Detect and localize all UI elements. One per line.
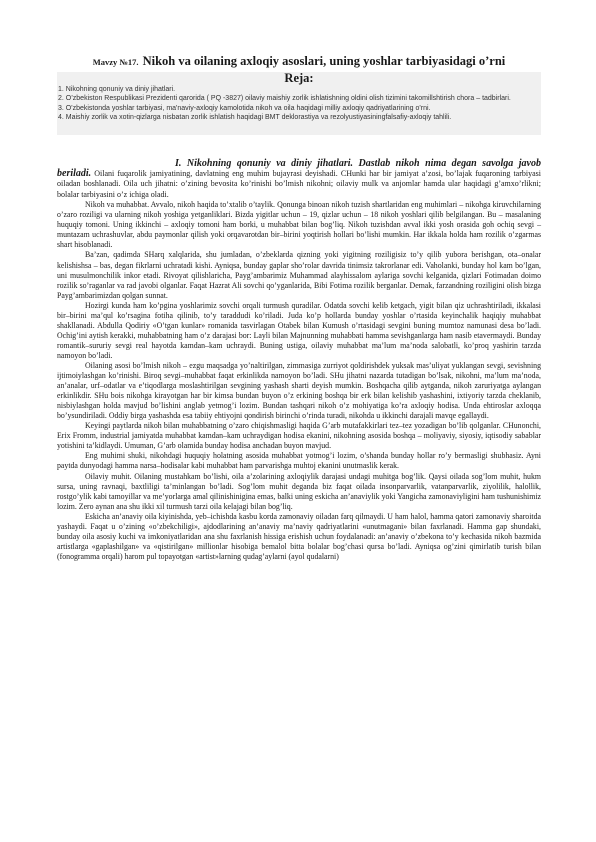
plan-item: 3. O'zbekistonda yoshlar tarbiyasi, ma'naviy-axloqiy kamolotida nikoh va oila haqidagi milliy axloqiy qadriyatlarining o'rni. [58,104,431,112]
plan-item: 2. O’zbekiston Respublikasi Prezidenti qaroridа ( PQ -3827) oilaviy maishiy zorlik ishlatishning oldini olish tizimini takomillshtirish chora – tadbirlari. [58,95,511,103]
section-lead: Oilani fuqarolik jamiyatining, davlatning eng muhim bujayrasi deyishadi. CHunki har bir jamiyat a’zosi, bo’lajak fuqaroning tarbiyasi oiladan boshlanadi. Oila uch jihatni: o’zining bevosita ko’rinishi bo’lmish nikohni; oilaviy mulk va anjomlar hamda ular haqidagi g’amxo’rlikni; bolalar tarbiyasini o’z ichiga oladi. [57,169,541,199]
paragraph: Ba’zan, qadimda SHarq xalqlarida, shu jumladan, o’zbeklarda qizning yoki yigitning roziligisiz to’y qilib yubora berishgan, ota–onalar kelishishsa – bas, degan fikrlarni uchratadi kishi. Ayniqsa, bunday gaplar sho’rolar davrida tinimsiz takrorlanar edi. Vaholanki, bunday hol kam bo’lgan, uni musulmonchilik inkor etadi. Rivoyat qilishlaricha, Payg’ambarimiz Muhammad alayhissalom aylariga sovchi kelganida, qizlari Fotimadan doimo rozilik so’raganlar va rad javobi olganlar. Faqat Hazrat Ali sovchi qo’yganlarida, Bibi Fotima rozilik berganlar. Demak, farzandning roziligini olish bizga Payg’ambarimizdan qolgan sunnat. [57,250,541,300]
paragraph: Oilaning asosi bo’lmish nikoh – ezgu maqsadga yo’naltirilgan, zimmasiga zurriyot qoldirishdek yuksak mas’uliyat yuklangan sevgi, sevishning ijtimoiylashgan ko’rinishi. Biroq sevgi–muhabbat faqat erkinlikda namoyon bo’ladi. SHu jihatni nazarda tutadigan bo’lsak, nikohni, ma’lum ma’noda, an’analar, urf–odatlar va e’tiqodlarga moslashtirilgan sevgining yashash sharti deyish mumkin. Boshqacha qilib aytganda, nikoh zaruriyatga aylangan erkinlikdir. SHu bois nikohga kirayotgan har bir kimsa bundan buyon o’z erkining boshqa bir erk bilan kelishib yashashini, ixtiyoriy tarzda cheklanib, nisbiylashgan holda mavjud bo’lishini anglab yetmog’i lozim. Bundan tashqari nikoh o’z mohiyatiga ko’ra axloqiy hodisa. Unda ehtiroslar axloqqa bo’ysundiriladi. Oddiy birga yashashda esa tabiiy ehtiyojni qondirish birinchi o’rinda turadi, nikohda u ikkinchi darajali mavqe egallaydi. [57,361,541,421]
paragraph: Oilaviy muhit. Oilaning mustahkam bo’lishi, oila a’zolarining axloqiylik darajasi undagi muhitga bog’lik. Qaysi oilada sog’lom muhit, hukm sursa, uning ravnaqi, baxtliligi ta’minlangan bo’ladi. Sog’lom muhit deganda biz faqat oilada insonparvarlik, vatanparvarlik, ziyolilik, halollik, rostgo’ylik kabi tamoyillar va me’yorlarga amal qilinishinigina emas, balki uning eskicha an’anaviylik yoki Yangicha zamonaviyligini ham tushunishimiz lozim. Zero aynan ana shu ikki xil turmush tarzi oila kelajagi bilan bog’liq. [57,471,541,511]
topic-heading [57,53,541,70]
paragraph: Nikoh va muhabbat. Avvalo, nikoh haqida to’xtalib o’taylik. Qonunga binoan nikoh tuzish shartlaridan eng muhimlari – nikohga kiruvchilarning o’zaro roziligi va ularning nikoh yoshiga yetganliklari. Bizda yigitlar uchun – 19, qizlar uchun – 18 nikoh yoshlari qilib belgilangan. Bu – masalaning huquqiy tomoni. Uning ikkinchi – axloqiy tomoni ham borki, u muhabbat bilan bog’liq. Nikoh tuzishdan avval ikki yosh orasida goh ochiq sevgi – muntazam uchrashuvlar, abdu paymonlar qilish yoki orqavarotdan bir–birini yoqtirish hollari bo’lishi mumkin. Har ikkala holda ham rozilik o’zgarmas shart hisoblanadi. [57,200,541,250]
paragraph: Eskicha an’anaviy oila kiyinishda, yeb–ichishda kasbu korda zamonaviy oiladan farq qilmaydi. U ham halol, hamma qatori zamonaviy sharoitda yashaydi. Faqat u o’zining «o’zbekchiligi», ajdodlarining an’anaviy ma’naviy qadriyatlarini «unutmagani» bilan faxrlanadi. Hamma gap shundaki, bunday oila asosiy kuchi va imkoniyatlaridan ana shu faxrlanish hissiga erishish uchun foydalanadi: an’anaviy o’zbekona to’y kechasida nikoh bazmida artistlarga «gaplashilgan» va «qistirilgan» millionlar hisobiga bemalol bitta bolalar bog’chasi qursa bo’ladi. Ayniqsa og’zini qimirlatib turish bilan (fonogramma orqali) harom pul topayotgan «artist»larning qudag’aylarni (ayol qudalarni) [57,511,541,561]
paragraph: Eng muhimi shuki, nikohdagi huquqiy holatning asosida muhabbat yotmog’i lozim, o’shanda bunday hollar ro’y bermasligi shubhasiz. Ayni paytda dunyodagi hamma narsa–hodisalar kabi muhabbat ham parvarishga muhtoj ekanini unutmaslik kerak. [57,451,541,471]
plan-item: 1. Nikohning qonuniy va diniy jihatlari. [58,86,176,93]
plan-box [57,72,541,135]
body-text [57,200,541,562]
section-intro [57,159,541,201]
plan-item: 4. Maishiy zorlik va xotin-qizlarga nisbatan zorlik ishlatish haqidagi BMT deklorastiya va rezolyustiyasiningfalsafiy-axloqiy tahlili. [58,114,452,122]
topic-title: Nikoh va oilaning axloqiy asoslari, uning yoshlar tarbiyasidagi o’rni [142,54,506,68]
plan-list [58,85,540,123]
topic-label: Mavzy №17. [92,57,139,67]
document-page [57,50,541,562]
section-heading: I. Nikohning qonuniy va diniy jihatlari. Dastlab nikoh nima degan savolga javob beriladi. [57,157,541,180]
plan-heading: Reja: [284,71,314,85]
paragraph: Keyingi paytlarda nikoh bilan muhabbatning o’zaro chiqishmasligi haqida G’arb mutafakkirlari tez–tez yozadigan bo’lib qolganlar. CHunonchi, Erix Fromm, industrial jamiyatda muhabbat kamdan–kam uchraydigan hodisa ekanini, nikohning asosida boshqa – moliyaviy, siyosiy, iqtisodiy sabablar yotishini ta’kidlaydi. Umuman, G’arb olamida bunday hodisa anchadan buyon mavjud. [57,421,541,451]
paragraph: Hozirgi kunda ham ko’pgina yoshlarimiz sovchi orqali turmush quradilar. Odatda sovchi kelib ketgach, yigit bilan qiz uchrashtiriladi, ikkalasi bir–birini ma’qul ko’rsagina fotiha qilinib, to’y taraddudi ko’riladi. Juda ko’p hollarda bunday yoshlar o’rtasida keyinchalik haqiqiy muhabbat shakllanadi. Abdulla Qodiriy «O’tgan kunlar» romanida tasvirlagan Otabek bilan Kumush o’rtasidagi sevgini buning mumtoz namunasi desa bo’ladi. Ochig’ini aytish kerakki, muhabbatning ham o’z darajasi bor: Layli bilan Majnunning muhabbati hamma sevishganlarga ham nasib etavermaydi. Bunday romantik–sururiy sevgi real hayotda kamdan–kam uchraydi. Buning ustiga, oilaviy muhabbat ma’lum ma’noda salobatli, ko’proq yashirin tarzda namoyon bo’ladi. [57,300,541,360]
